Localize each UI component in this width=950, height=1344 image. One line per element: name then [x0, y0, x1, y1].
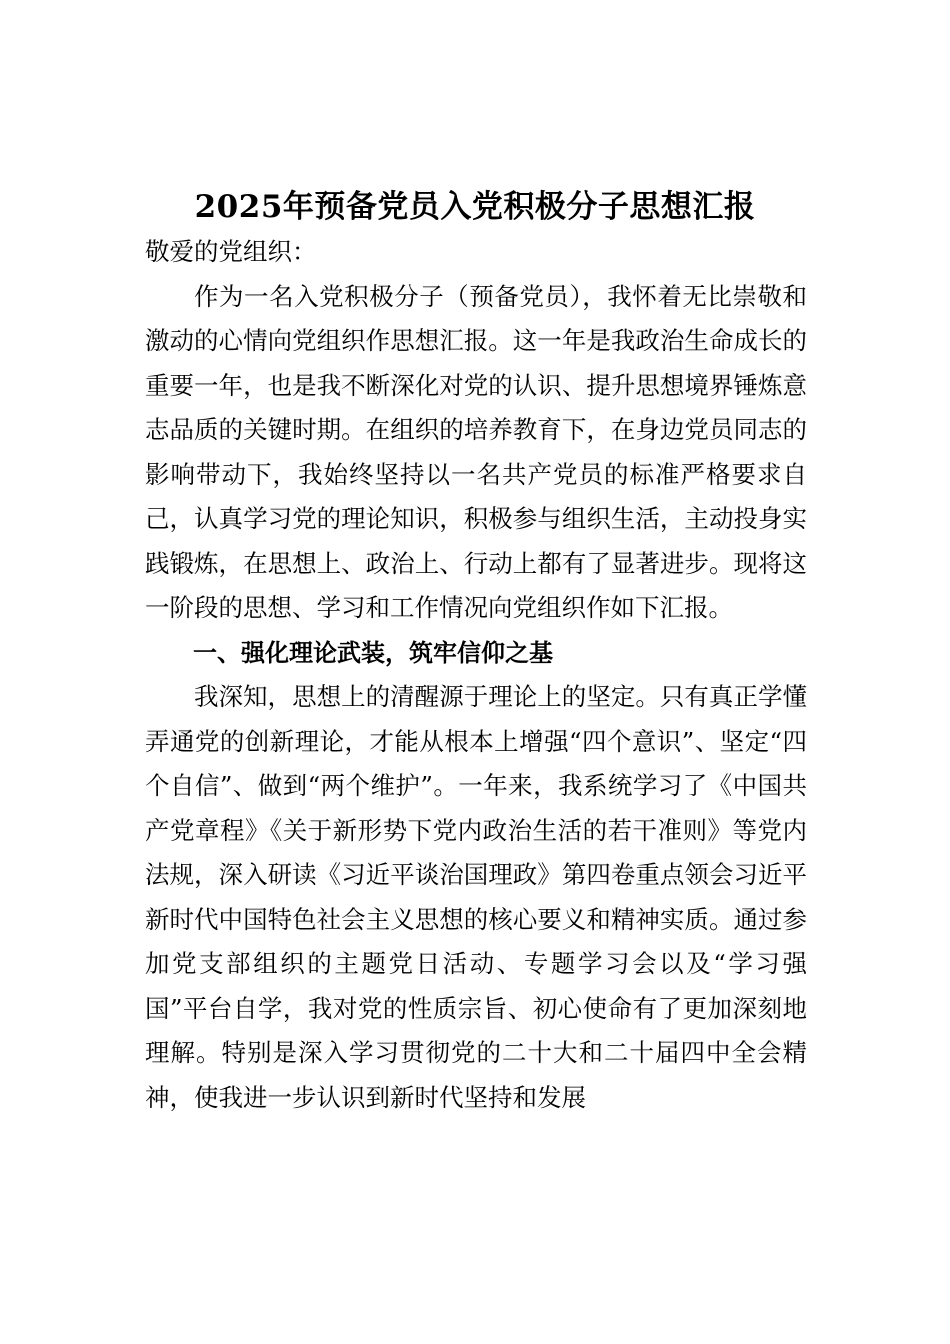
section-heading-1: 一、强化理论武装，筑牢信仰之基 [193, 638, 553, 667]
document-body [145, 230, 807, 1120]
document-title: 2025年预备党员入党积极分子思想汇报 [194, 188, 756, 225]
intro-paragraph: 作为一名入党积极分子（预备党员），我怀着无比崇敬和激动的心情向党组织作思想汇报。这一年是我政治生命成长的重要一年，也是我不断深化对党的认识、提升思想境界锤炼意志品质的关键时期。在组织的培养教育下，在身边党员同志的影响带动下，我始终坚持以一名共产党员的标准严格要求自己，认真学习党的理论知识，积极参与组织生活，主动投身实践锻炼，在思想上、政治上、行动上都有了显著进步。现将这一阶段的思想、学习和工作情况向党组织作如下汇报。 [145, 281, 807, 622]
section-1-paragraph: 我深知，思想上的清醒源于理论上的坚定。只有真正学懂弄通党的创新理论，才能从根本上增强“四个意识”、坚定“四个自信”、做到“两个维护”。一年来，我系统学习了《中国共产党章程》《关于新形势下党内政治生活的若干准则》等党内法规，深入研读《习近平谈治国理政》第四卷重点领会习近平新时代中国特色社会主义思想的核心要义和精神实质。通过参加党支部组织的主题党日活动、专题学习会以及“学习强国”平台自学，我对党的性质宗旨、初心使命有了更加深刻地理解。特别是深入学习贯彻党的二十大和二十届四中全会精神，使我进一步认识到新时代坚持和发展 [145, 682, 807, 1112]
salutation: 敬爱的党组织： [145, 237, 317, 266]
